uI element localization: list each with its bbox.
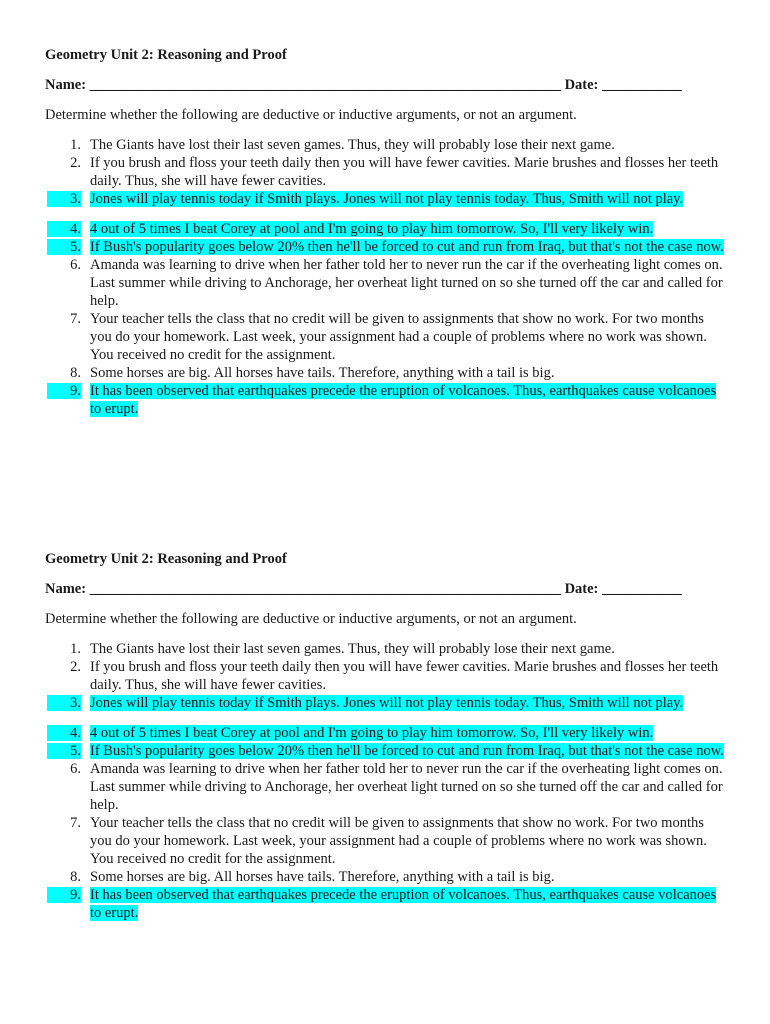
question-number: 2. bbox=[70, 659, 81, 675]
question-text: The Giants have lost their last seven games. Thus, they will probably lose their next game. bbox=[90, 641, 615, 657]
name-date-line: Name: _________________________________________________________________ Date: ___________ bbox=[45, 581, 682, 597]
worksheet-title: Geometry Unit 2: Reasoning and Proof bbox=[45, 47, 287, 63]
worksheet-title: Geometry Unit 2: Reasoning and Proof bbox=[45, 551, 287, 567]
question-number: 1. bbox=[70, 137, 81, 153]
question-text: 4 out of 5 times I beat Corey at pool and I'm going to play him tomorrow. So, I'll very likely win. bbox=[90, 725, 654, 741]
worksheet-copy-2 bbox=[45, 550, 725, 922]
question-text: Your teacher tells the class that no credit will be given to assignments that show no work. For two months you do your homework. Last week, your assignment had a couple of problems where no work was shown. You received no credit for the assignment. bbox=[90, 311, 707, 363]
question-text: If you brush and floss your teeth daily then you will have fewer cavities. Marie brushes and flosses her teeth daily. Thus, she will have fewer cavities. bbox=[90, 659, 719, 693]
name-date-line: Name: _________________________________________________________________ Date: ___________ bbox=[45, 77, 682, 93]
question-number: 5. bbox=[47, 743, 81, 759]
question-item bbox=[45, 256, 725, 310]
question-number: 4. bbox=[47, 725, 81, 741]
question-number: 5. bbox=[47, 239, 81, 255]
question-text: Some horses are big. All horses have tails. Therefore, anything with a tail is big. bbox=[90, 869, 555, 885]
question-item-highlighted bbox=[45, 742, 725, 760]
question-item-highlighted bbox=[45, 694, 725, 712]
question-number: 9. bbox=[47, 383, 81, 399]
question-item-highlighted bbox=[45, 724, 725, 742]
question-item bbox=[45, 136, 725, 154]
question-number: 6. bbox=[70, 761, 81, 777]
question-list bbox=[45, 136, 725, 418]
question-item-highlighted bbox=[45, 190, 725, 208]
question-item-highlighted bbox=[45, 382, 725, 418]
question-number: 9. bbox=[47, 887, 81, 903]
question-text: Amanda was learning to drive when her father told her to never run the car if the overheating light comes on. Last summer while driving to Anchorage, her overheat light turned on so she turned off the car and called for help. bbox=[90, 257, 723, 309]
question-text: Your teacher tells the class that no credit will be given to assignments that show no work. For two months you do your homework. Last week, your assignment had a couple of problems where no work was shown. You received no credit for the assignment. bbox=[90, 815, 707, 867]
question-item bbox=[45, 760, 725, 814]
question-number: 8. bbox=[70, 869, 81, 885]
question-item bbox=[45, 154, 725, 190]
question-text: Some horses are big. All horses have tails. Therefore, anything with a tail is big. bbox=[90, 365, 555, 381]
question-number: 3. bbox=[47, 191, 81, 207]
instructions: Determine whether the following are deductive or inductive arguments, or not an argument. bbox=[45, 107, 577, 123]
question-list bbox=[45, 640, 725, 922]
question-number: 2. bbox=[70, 155, 81, 171]
question-text: It has been observed that earthquakes precede the eruption of volcanoes. Thus, earthquakes cause volcanoes to erupt. bbox=[90, 383, 717, 417]
question-number: 3. bbox=[47, 695, 81, 711]
question-number: 4. bbox=[47, 221, 81, 237]
question-text: If Bush's popularity goes below 20% then he'll be forced to cut and run from Iraq, but that's not the case now. bbox=[90, 239, 724, 255]
question-number: 8. bbox=[70, 365, 81, 381]
instructions: Determine whether the following are deductive or inductive arguments, or not an argument. bbox=[45, 611, 577, 627]
question-text: Jones will play tennis today if Smith plays. Jones will not play tennis today. Thus, Smith will not play. bbox=[90, 695, 684, 711]
question-item-highlighted bbox=[45, 220, 725, 238]
question-number: 7. bbox=[70, 815, 81, 831]
question-text: It has been observed that earthquakes precede the eruption of volcanoes. Thus, earthquakes cause volcanoes to erupt. bbox=[90, 887, 717, 921]
question-text: 4 out of 5 times I beat Corey at pool and I'm going to play him tomorrow. So, I'll very likely win. bbox=[90, 221, 654, 237]
question-text: Jones will play tennis today if Smith plays. Jones will not play tennis today. Thus, Smith will not play. bbox=[90, 191, 684, 207]
question-text: If you brush and floss your teeth daily then you will have fewer cavities. Marie brushes and flosses her teeth daily. Thus, she will have fewer cavities. bbox=[90, 155, 719, 189]
question-number: 7. bbox=[70, 311, 81, 327]
question-item bbox=[45, 658, 725, 694]
question-item bbox=[45, 364, 725, 382]
question-number: 6. bbox=[70, 257, 81, 273]
question-item bbox=[45, 310, 725, 364]
question-text: The Giants have lost their last seven games. Thus, they will probably lose their next game. bbox=[90, 137, 615, 153]
question-text: Amanda was learning to drive when her father told her to never run the car if the overheating light comes on. Last summer while driving to Anchorage, her overheat light turned on so she turned off the car and called for help. bbox=[90, 761, 723, 813]
question-item bbox=[45, 640, 725, 658]
question-item bbox=[45, 868, 725, 886]
question-number: 1. bbox=[70, 641, 81, 657]
worksheet-copy-1 bbox=[45, 46, 725, 418]
question-text: If Bush's popularity goes below 20% then he'll be forced to cut and run from Iraq, but that's not the case now. bbox=[90, 743, 724, 759]
question-item-highlighted bbox=[45, 886, 725, 922]
question-item bbox=[45, 814, 725, 868]
question-item-highlighted bbox=[45, 238, 725, 256]
